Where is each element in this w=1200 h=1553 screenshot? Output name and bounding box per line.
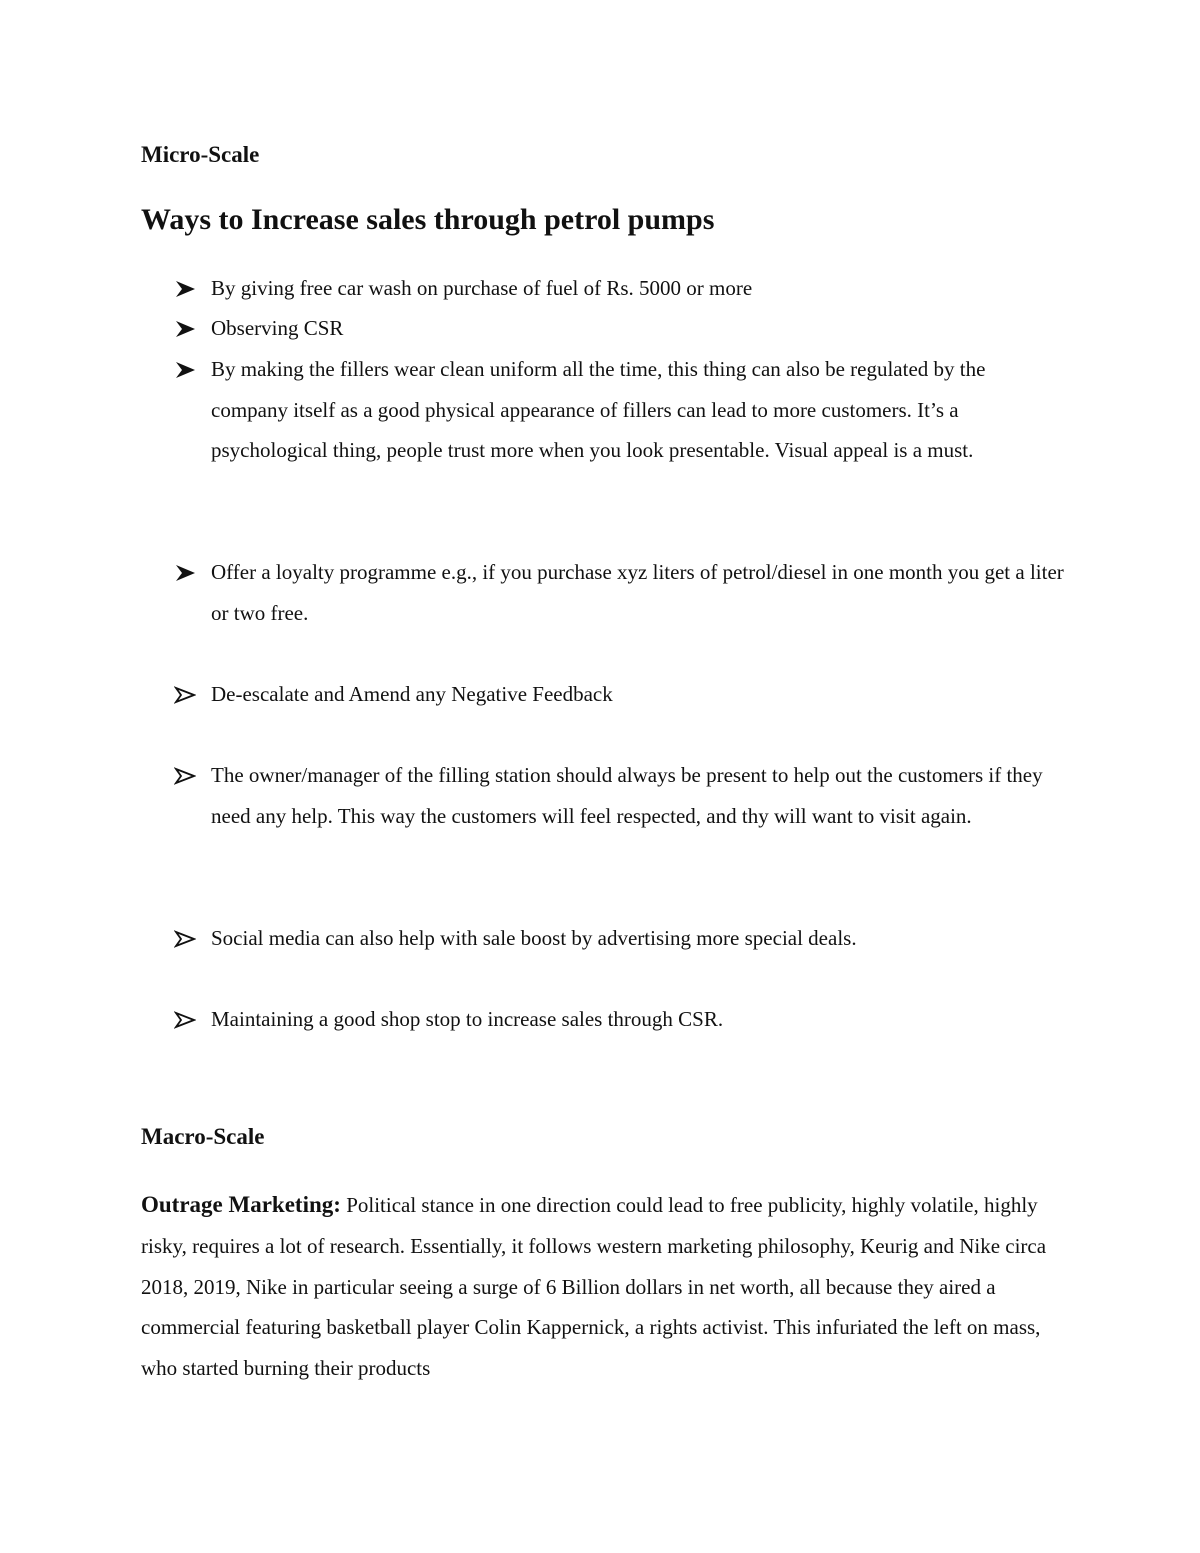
list-item [174, 552, 1064, 633]
arrowhead-bullet-icon [174, 930, 196, 948]
list-item [174, 349, 1064, 471]
arrowhead-bullet-icon [174, 564, 196, 582]
arrowhead-bullet-icon [174, 320, 196, 338]
outrage-marketing-label: Outrage Marketing: [141, 1192, 341, 1217]
list-item [174, 999, 1064, 1040]
list-item [174, 308, 1064, 349]
list-item-text: Maintaining a good shop stop to increase sales through CSR. [211, 1007, 724, 1031]
arrowhead-bullet-icon [174, 767, 196, 785]
list-item-text: Offer a loyalty programme e.g., if you purchase xyz liters of petrol/diesel in one month you get a liter or two free. [211, 560, 1064, 625]
micro-scale-heading: Micro-Scale [141, 142, 260, 167]
list-item-text: Observing CSR [211, 316, 344, 340]
list-item [174, 755, 1064, 836]
list-item-text: De-escalate and Amend any Negative Feedback [211, 682, 613, 706]
list-item [174, 268, 1064, 309]
arrowhead-bullet-icon [174, 686, 196, 704]
list-item-text: Social media can also help with sale boost by advertising more special deals. [211, 926, 857, 950]
list-item [174, 918, 1064, 959]
arrowhead-bullet-icon [174, 280, 196, 298]
list-item-text: By making the fillers wear clean uniform all the time, this thing can also be regulated by the company itself as a good physical appearance of fillers can lead to more customers. It’s a psychological thing, people trust more when you look presentable. Visual appeal is a must. [211, 357, 986, 463]
list-item [174, 674, 1064, 715]
list-item-text: By giving free car wash on purchase of fuel of Rs. 5000 or more [211, 276, 753, 300]
list-item-text: The owner/manager of the filling station should always be present to help out the customers if they need any help. This way the customers will feel respected, and thy will want to visit again. [211, 763, 1043, 828]
outrage-marketing-paragraph [141, 1185, 1056, 1389]
macro-scale-heading: Macro-Scale [141, 1124, 265, 1149]
arrowhead-bullet-icon [174, 1011, 196, 1029]
page-title: Ways to Increase sales through petrol pumps [141, 203, 715, 236]
outrage-marketing-text: Political stance in one direction could lead to free publicity, highly volatile, highly risky, requires a lot of research. Essentially, it follows western marketing philosophy, Keurig and Nike circa 2018, 2019, Nike in particular seeing a surge of 6 Billion dollars in net worth, all because they aired a commercial featuring basketball player Colin Kappernick, a rights activist. This infuriated the left on mass, who started burning their products [141, 1193, 1047, 1381]
arrowhead-bullet-icon [174, 361, 196, 379]
